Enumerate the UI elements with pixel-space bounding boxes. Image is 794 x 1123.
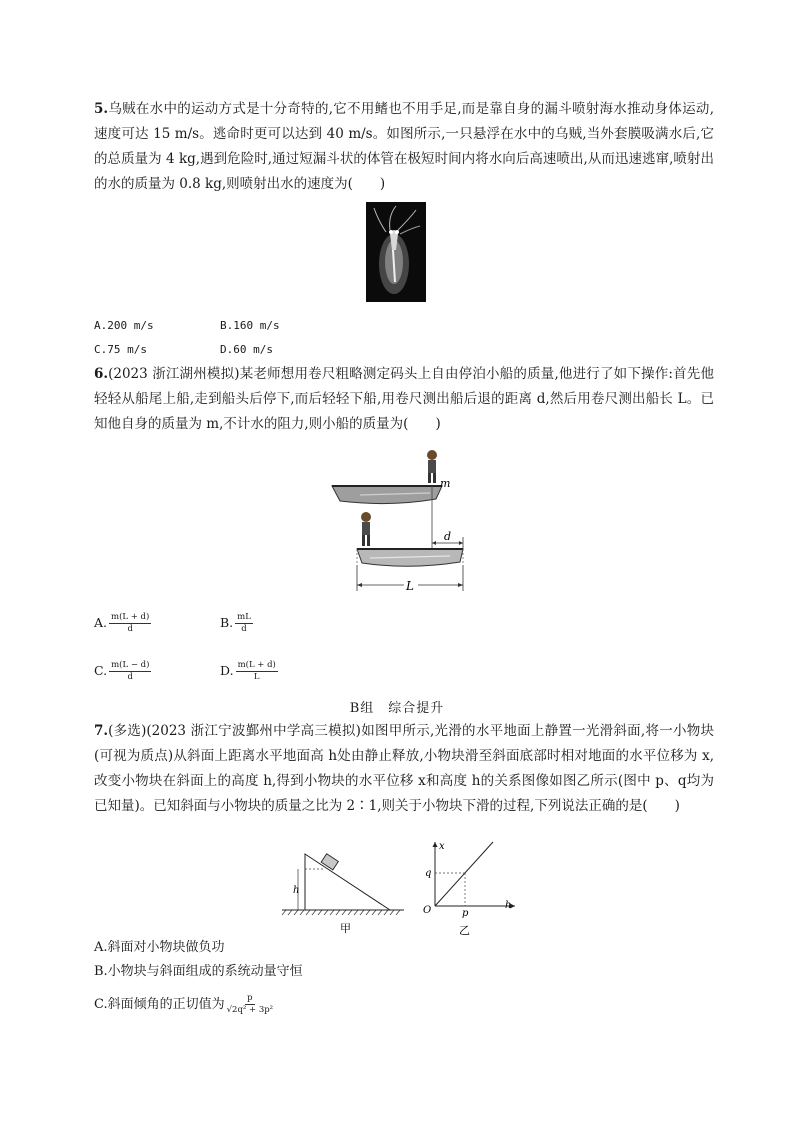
label-m: m [440,477,451,490]
q-label: q [425,868,432,879]
question-5-text: 乌贼在水中的运动方式是十分奇特的,它不用鳍也不用手足,而是靠自身的漏斗喷射海水推动身体运动,速度可达 15 m/s。逃命时更可以达到 40 m/s。如图所示,一只悬浮在水中的乌贼,当外套膜吸满水后,它的总质量为 4 kg,遇到危险时,通过短漏斗状的体管在极短时间内将水向后高速喷出,从而迅速逃窜,喷射出的水的质量为 0.8 kg,则喷射出水的速度为( ) [94,101,714,192]
xh-graph [415,838,520,938]
question-7-text: (多选)(2023 浙江宁波鄞州中学高三模拟)如图甲所示,光滑的水平地面上静置一光滑斜面,将一小物块(可视为质点)从斜面上距离水平地面高 h处由静止释放,小物块滑至斜面底部时相对地面的水平位移为 x,改变小物块在斜面上的高度 h,得到小物块的水平位移 x和高度 h的关系图像如图乙所示(图中 p、q均为已知量)。已知斜面与小物块的质量之比为 2∶1,则关于小物块下滑的过程,下列说法正确的是( ) [94,723,714,814]
q6-option-c: C. $\frac{m(L - d)}{d}$ [94,660,150,682]
axis-x-label: x [439,841,445,852]
label-jia: 甲 [340,922,351,935]
q6-option-d: D. $\frac{m(L + d)}{L}$ [220,660,276,682]
q6-option-b: B. $\frac{mL}{d}$ [220,612,251,634]
q5-option-b: B.160 m/s [220,319,280,332]
question-6-text: (2023 浙江湖州模拟)某老师想用卷尺粗略测定码头上自由停泊小船的质量,他进行了如下操作:首先他轻轻从船尾上船,走到船头后停下,而后轻轻下船,用卷尺测出船后退的距离 d,然后用卷尺测出船长 L。已知他自身的质量为 m,不计水的阻力,则小船的质量为( ) [94,366,714,432]
question-7 [94,719,714,819]
q5-option-a: A.200 m/s [94,319,154,332]
squid-photo [366,202,426,302]
person-top-icon [427,450,437,483]
q5-option-d: D.60 m/s [220,343,273,356]
q6-option-a: A. $\frac{m(L + d)}{d}$ [94,612,150,634]
section-title: B组 综合提升 [349,701,445,716]
question-6 [94,362,714,437]
question-5 [94,97,714,197]
p-label: p [462,908,469,919]
label-L: L [406,579,414,593]
q7-option-b: B.小物块与斜面组成的系统动量守恒 [94,964,303,979]
label-d: d [444,530,452,543]
q7-option-c: C.斜面倾角的正切值为 $\frac{p}{\text{√2q² + 3p²}}$ [94,993,274,1015]
question-6-number: 6. [94,366,109,382]
q7-option-a: A.斜面对小物块做负功 [94,940,225,955]
question-5-number: 5. [94,101,109,117]
origin-label: O [423,905,432,916]
label-yi: 乙 [459,924,470,937]
incline-diagram [280,848,405,938]
axis-h-label: h [505,900,512,911]
question-7-number: 7. [94,723,109,739]
q5-option-c: C.75 m/s [94,343,147,356]
boat-diagram [330,445,475,595]
label-h: h [293,885,300,896]
person-bottom-icon [361,512,371,546]
